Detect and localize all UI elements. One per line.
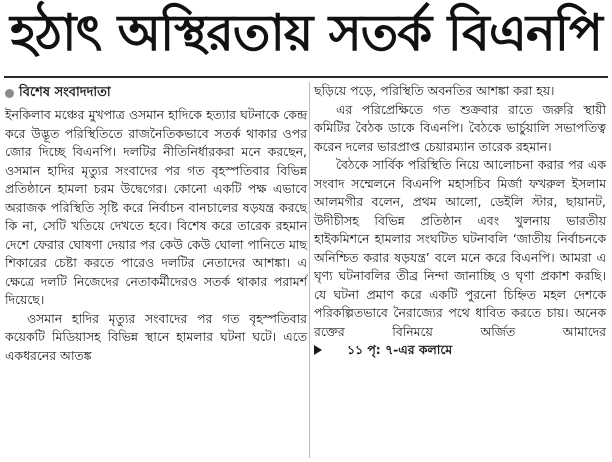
left-paragraph: ইনকিলাব মঞ্চের মুখপাত্র ওসমান হাদিকে হত্যার ঘটনাকে কেন্দ্র করে উদ্ভূত পরিস্থিতিতে রাজনৈতিকভাবে সতর্ক থাকার ওপর জোর দিচ্ছে বিএনপি। দলটির নীতিনির্ধারকরা মনে করছেন, ওসমান হাদির মৃত্যুর সংবাদের পর গত বৃহস্পতিবার বিভিন্ন প্রতিষ্ঠানে হামলা চরম উদ্বেগের। কোনো একটি পক্ষ এভাবে অরাজক পরিস্থিতি সৃষ্টি করে নির্বাচন বানচালের ষড়যন্ত্র করছে কি না, সেটি খতিয়ে দেখতে হবে। বিশেষ করে তারেক রহমান দেশে ফেরার ঘোষণা দেয়ার পর কেউ কেউ ঘোলা পানিতে মাছ শিকারের চেষ্টা করতে পারেও দলটির নেতাদের আশঙ্কা। এ ক্ষেত্রে দলটি নিজেদের নেতাকর্মীদেরও সতর্ক থাকার পরামর্শ দিয়েছে। bbox=[5, 107, 307, 307]
byline bbox=[5, 82, 307, 104]
right-column bbox=[314, 82, 606, 361]
continuation-note bbox=[314, 341, 452, 360]
triangle-icon bbox=[314, 345, 322, 355]
bullet-icon bbox=[5, 89, 14, 98]
right-paragraph: ছড়িয়ে পড়ে, পরিস্থিতি অবনতির আশঙ্কা করা হয়। bbox=[314, 83, 555, 98]
right-paragraph-text: বৈঠকে সার্বিক পরিস্থিতি নিয়ে আলোচনা করার পর এক সংবাদ সম্মেলনে বিএনপি মহাসচিব মির্জা ফখরুল ইসলাম আলমগীর বলেন, প্রথম আলো, ডেইলি স্টার, ছায়ানট, উদীচীসহ বিভিন্ন প্রতিষ্ঠান এবং খুলনায় ভারতীয় হাইকমিশনে হামলার সংঘটিত ঘটনাবলি ‘জাতীয় নির্বাচনকে অনিশ্চিত করার ষড়যন্ত্র’ বলে মনে করে বিএনপি। আমরা এ ঘৃণ্য ঘটনাবলির তীব্র নিন্দা জানাচ্ছি ও ঘৃণা প্রকাশ করছি। যে ঘটনা প্রমাণ করে একটি পুরনো চিহ্নিত মহল দেশকে পরিকল্পিতভাবে নৈরাজ্যের পথে ধাবিত করতে চায়। অনেক রক্তের বিনিময়ে অর্জিত আমাদের bbox=[314, 157, 606, 339]
headline: হঠাৎ অস্থিরতায় সতর্ক বিএনপি bbox=[10, 3, 602, 62]
right-paragraph: এর পরিপ্রেক্ষিতে গত শুক্রবার রাতে জরুরি স্থায়ী কমিটির বৈঠক ডাকে বিএনপি। বৈঠকে ভার্চুয়ালি সভাপতিত্ব করেন দলের ভারপ্রাপ্ত চেয়ারম্যান তারেক রহমান। bbox=[314, 101, 606, 154]
continuation-text: ১১ পৃ: ৭-এর কলামে bbox=[347, 342, 453, 357]
column-divider bbox=[309, 82, 310, 458]
left-column bbox=[5, 82, 307, 365]
left-paragraph: ওসমান হাদির মৃত্যুর সংবাদের পর গত বৃহস্পতিবার কয়েকটি মিডিয়াসহ বিভিন্ন স্থানে হামলার ঘটনা ঘটে। এতে একধরনের আতঙ্ক bbox=[5, 310, 307, 363]
headline-rule bbox=[4, 76, 608, 78]
right-paragraph bbox=[314, 156, 606, 361]
byline-text: বিশেষ সংবাদদাতা bbox=[19, 84, 111, 100]
